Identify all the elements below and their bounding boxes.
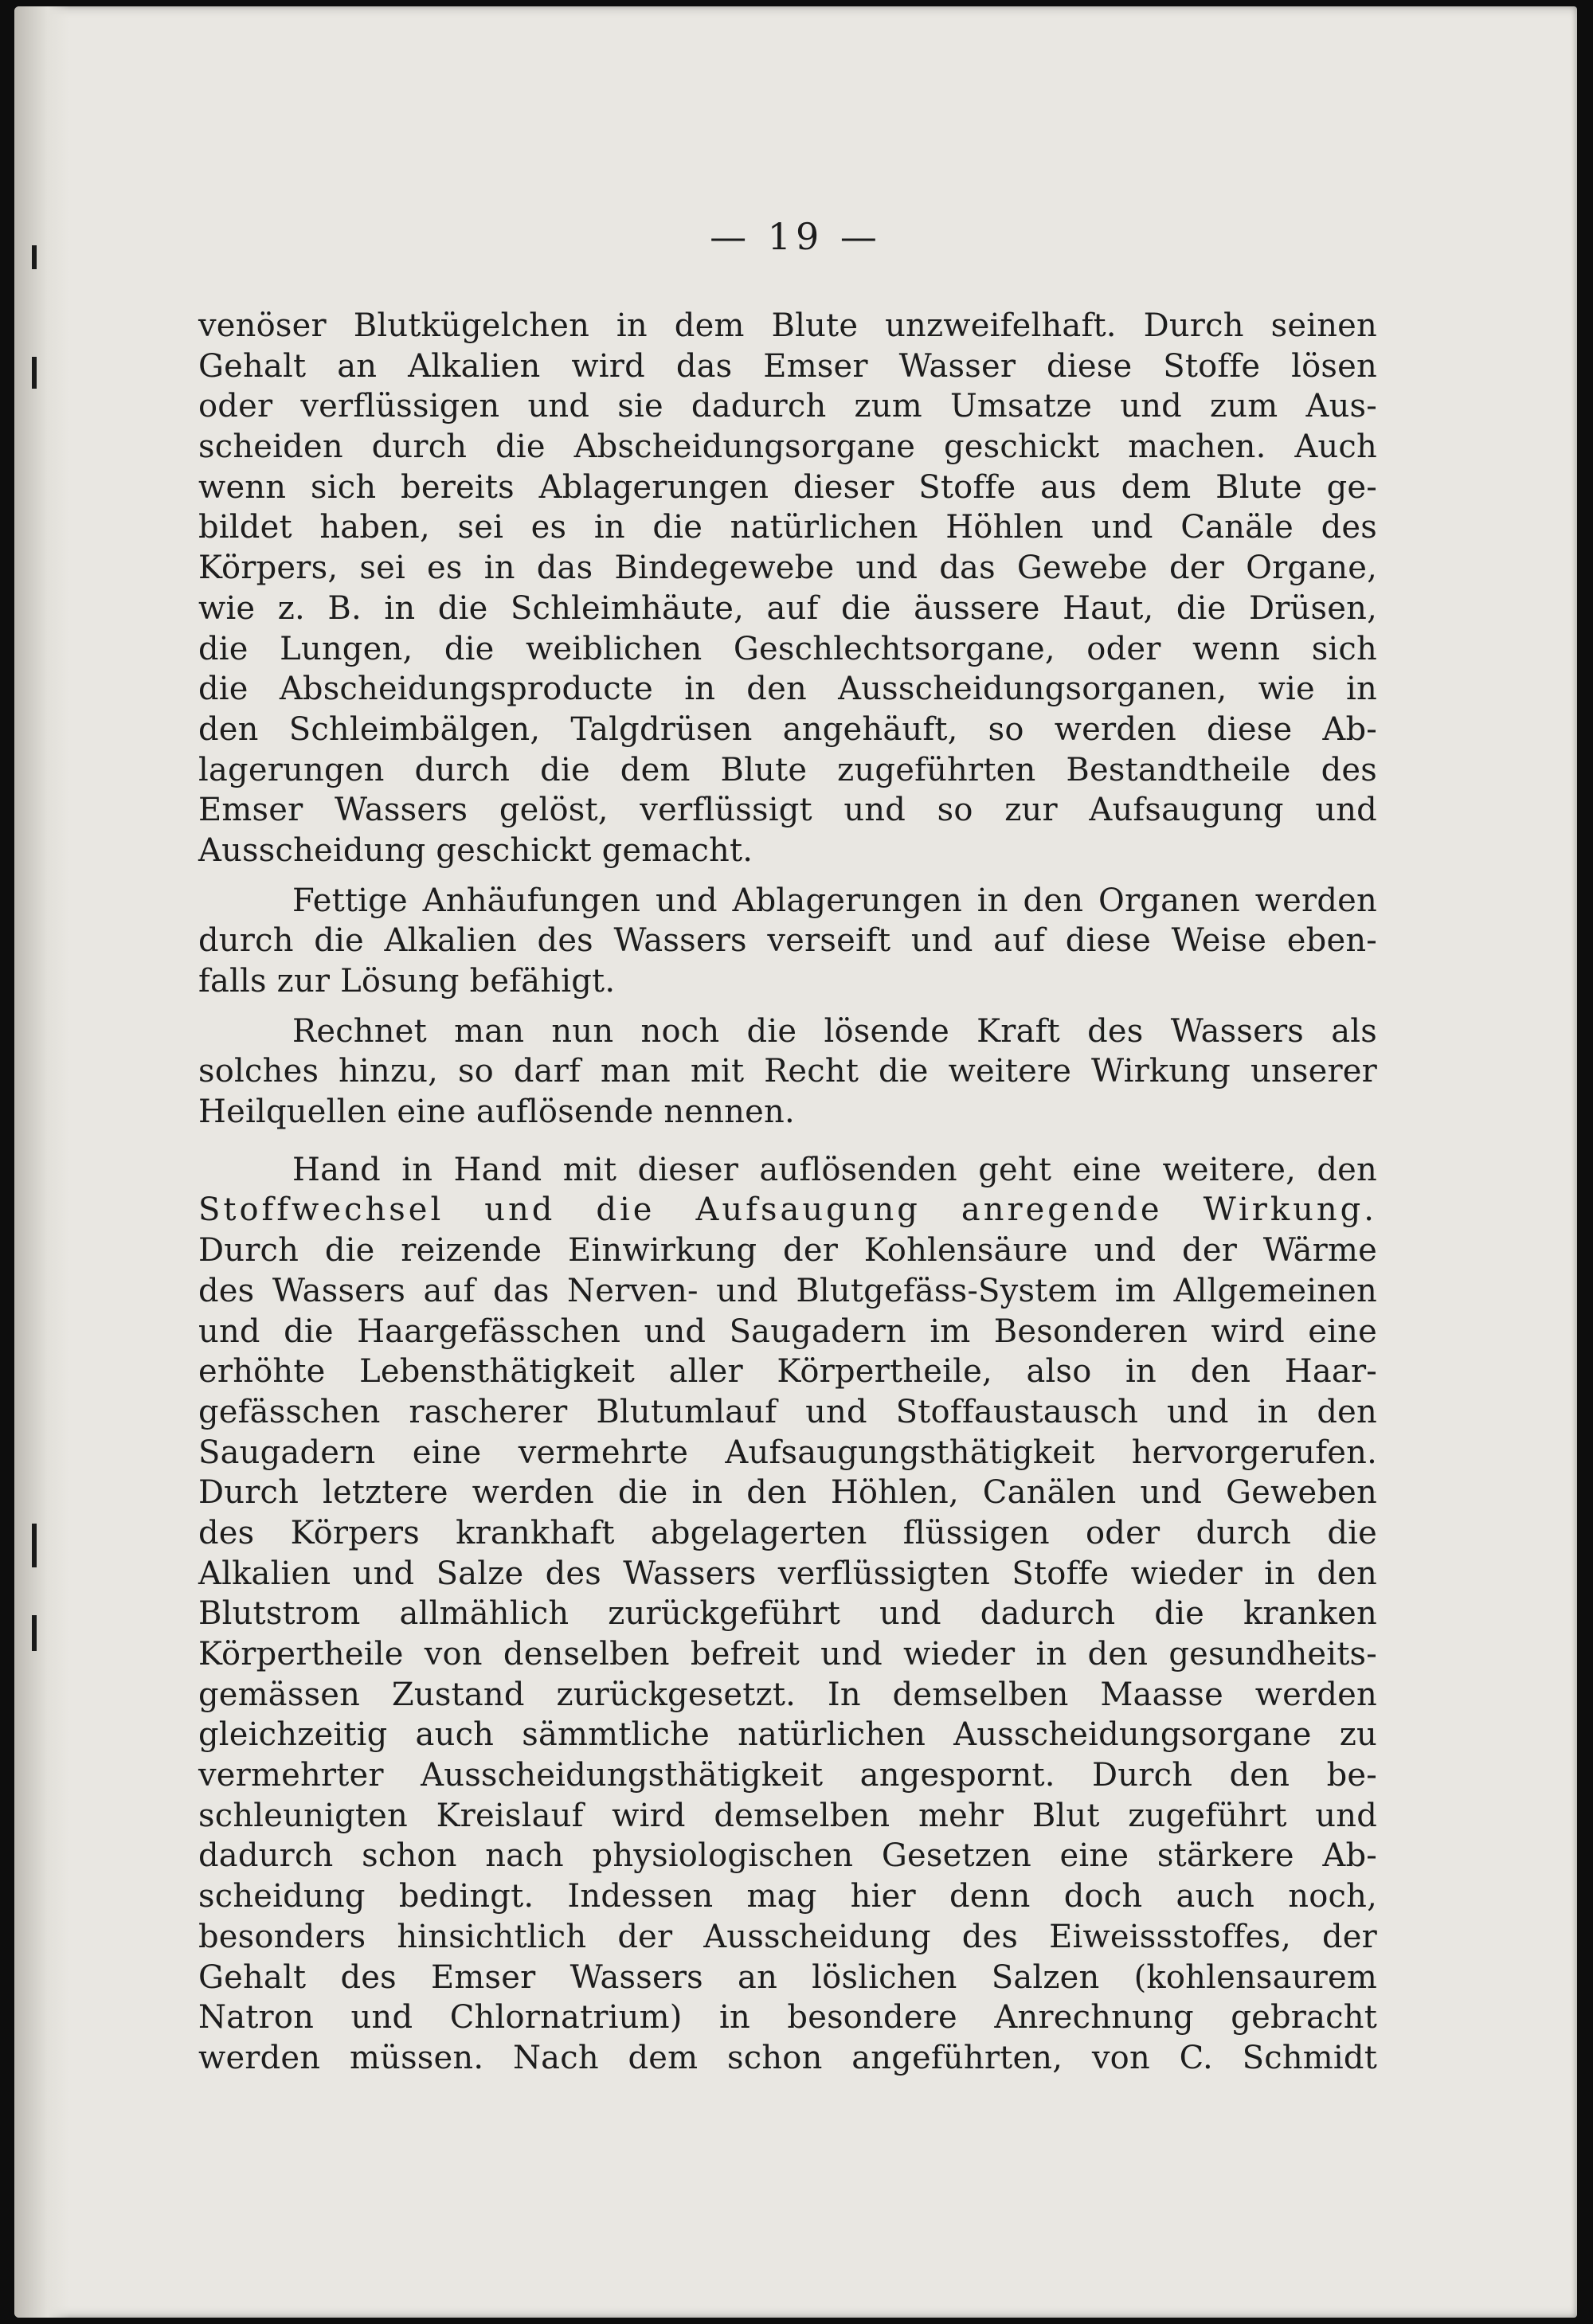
paragraph [198,1150,1377,2079]
text-line: Blutstrom allmählich zurückgeführt und dadurch die kranken [198,1595,1377,1633]
text-line: Stoffwechsel und die Aufsaugung anregende Wirkung. [198,1191,1377,1229]
page-gutter-shadow [14,6,70,2318]
text-line: des Wassers auf das Nerven- und Blutgefäss-System im Allgemeinen [198,1272,1377,1309]
paragraph-gap [198,1133,1377,1150]
text-line: Natron und Chlornatrium) in besondere Anrechnung gebracht [198,1999,1377,2036]
book-page [14,6,1577,2318]
text-line: lagerungen durch die dem Blute zugeführten Bestandtheile des [198,751,1377,788]
text-line: bildet haben, sei es in die natürlichen Höhlen und Canäle des [198,509,1377,546]
text-line: den Schleimbälgen, Talgdrüsen angehäuft, so werden diese Ab- [198,710,1377,748]
text-line: die Abscheidungsproducte in den Ausscheidungsorganen, wie in [198,671,1377,708]
text-line: falls zur Lösung befähigt. [198,963,616,1000]
text-line: werden müssen. Nach dem schon angeführten, von C. Schmidt [198,2039,1377,2076]
paragraph-gap [198,1002,1377,1011]
text-line: Fettige Anhäufungen und Ablagerungen in den Organen werden [292,882,1377,919]
text-line: Ausscheidung geschickt gemacht. [198,831,753,869]
text-line: Alkalien und Salze des Wassers verflüssigten Stoffe wieder in den [198,1555,1377,1592]
text-line: Heilquellen eine auflösende nennen. [198,1094,795,1131]
text-line: wie z. B. in die Schleimhäute, auf die äussere Haut, die Drüsen, [198,589,1377,627]
text-line: Körpers, sei es in das Bindegewebe und das Gewebe der Organe, [198,550,1377,587]
binding-mark [32,1524,37,1567]
body-text [198,306,1377,2079]
text-line: Hand in Hand mit dieser auflösenden geht eine weitere, den [292,1151,1377,1188]
text-line: Rechnet man nun noch die lösende Kraft des Wassers als [292,1012,1377,1050]
text-line: gemässen Zustand zurückgesetzt. In demselben Maasse werden [198,1676,1377,1713]
paragraph-gap [198,871,1377,881]
binding-mark [32,1615,37,1651]
text-line: Emser Wassers gelöst, verflüssigt und so zur Aufsaugung und [198,792,1377,829]
text-line: scheidung bedingt. Indessen mag hier denn doch auch noch, [198,1878,1377,1915]
text-line: venöser Blutkügelchen in dem Blute unzweifelhaft. Durch seinen [198,307,1377,344]
binding-mark [32,357,37,389]
text-line: gleichzeitig auch sämmtliche natürlichen Ausscheidungsorgane zu [198,1716,1377,1754]
text-line: des Körpers krankhaft abgelagerten flüssigen oder durch die [198,1514,1377,1551]
text-line: Durch die reizende Einwirkung der Kohlensäure und der Wärme [198,1232,1377,1270]
text-line: Körpertheile von denselben befreit und wieder in den gesundheits- [198,1636,1377,1673]
text-line: Gehalt des Emser Wassers an löslichen Salzen (kohlensaurem [198,1958,1377,1996]
paragraph [198,1011,1377,1133]
text-line: vermehrter Ausscheidungsthätigkeit angespornt. Durch den be- [198,1757,1377,1794]
page-number: — 19 — [710,215,882,258]
text-line: durch die Alkalien des Wassers verseift und auf diese Weise eben- [198,922,1377,960]
paragraph [198,306,1377,871]
paragraph [198,881,1377,1002]
text-line: Durch letztere werden die in den Höhlen, Canälen und Geweben [198,1474,1377,1512]
text-line: und die Haargefässchen und Saugadern im Besonderen wird eine [198,1313,1377,1350]
text-line: die Lungen, die weiblichen Geschlechtsorgane, oder wenn sich [198,630,1377,667]
text-line: wenn sich bereits Ablagerungen dieser Stoffe aus dem Blute ge- [198,468,1377,506]
text-line: dadurch schon nach physiologischen Gesetzen eine stärkere Ab- [198,1837,1377,1875]
text-line: solches hinzu, so darf man mit Recht die weitere Wirkung unserer [198,1053,1377,1090]
text-line: besonders hinsichtlich der Ausscheidung des Eiweissstoffes, der [198,1918,1377,1955]
text-line: gefässchen rascherer Blutumlauf und Stoffaustausch und in den [198,1393,1377,1430]
text-line: Saugadern eine vermehrte Aufsaugungsthätigkeit hervorgerufen. [198,1434,1377,1471]
text-line: Gehalt an Alkalien wird das Emser Wasser diese Stoffe lösen [198,347,1377,385]
text-line: schleunigten Kreislauf wird demselben mehr Blut zugeführt und [198,1797,1377,1834]
text-line: scheiden durch die Abscheidungsorgane geschickt machen. Auch [198,428,1377,466]
text-line: oder verflüssigen und sie dadurch zum Umsatze und zum Aus- [198,388,1377,425]
text-line: erhöhte Lebensthätigkeit aller Körpertheile, also in den Haar- [198,1353,1377,1391]
